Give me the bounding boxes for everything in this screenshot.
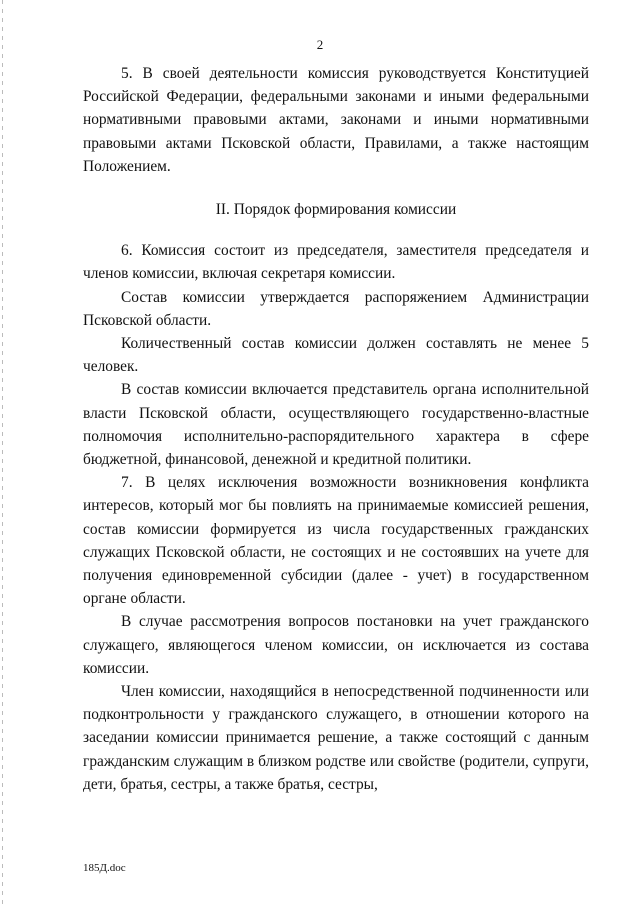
paragraph-6: 6. Комиссия состоит из председателя, заместителя председателя и членов комиссии, включая секретаря комиссии. (83, 242, 589, 283)
footer-filename: 185Д.doc (83, 862, 126, 874)
page-number: 2 (316, 37, 324, 52)
paragraph-member-count: Количественный состав комиссии должен составлять не менее 5 человек. (83, 335, 589, 376)
paragraph-7: 7. В целях исключения возможности возникновения конфликта интересов, который мог бы повлиять на принимаемые комиссией решения, состав комиссии формируется из числа государственных гражданских служащих Псковской области, не состоящих и не состоявших на учете для получения единовременной субсидии (далее - учет) в государственном органе области. (83, 474, 589, 608)
paragraph-composition-approval: Состав комиссии утверждается распоряжением Администрации Псковской области. (83, 288, 589, 329)
paragraph-representative: В состав комиссии включается представитель органа исполнительной власти Псковской области, осуществляющего государственно-властные полномочия исполнительно-распорядительного характера в сфере бюджетной, финансовой, денежной и кредитной политики. (83, 381, 589, 469)
paragraph-5: 5. В своей деятельности комиссия руководствуется Конституцией Российской Федерации, федеральными законами и иными федеральными нормативными правовыми актами, законами и иными нормативными правовыми актами Псковской области, Правилами, а также настоящим Положением. (83, 65, 589, 175)
document-body (83, 62, 589, 796)
paragraph-exclusion: В случае рассмотрения вопросов постановки на учет гражданского служащего, являющегося членом комиссии, он исключается из состава комиссии. (83, 613, 589, 677)
section-heading: II. Порядок формирования комиссии (215, 201, 457, 219)
scan-edge (2, 0, 3, 905)
paragraph-subordinate-member: Член комиссии, находящийся в непосредственной подчиненности или подконтрольности у гражданского служащего, в отношении которого на заседании комиссии принимается решение, а также состоящий с данным гражданским служащим в близком родстве или свойстве (родители, супруги, дети, братья, сестры, а также братья, сестры, (83, 683, 589, 793)
